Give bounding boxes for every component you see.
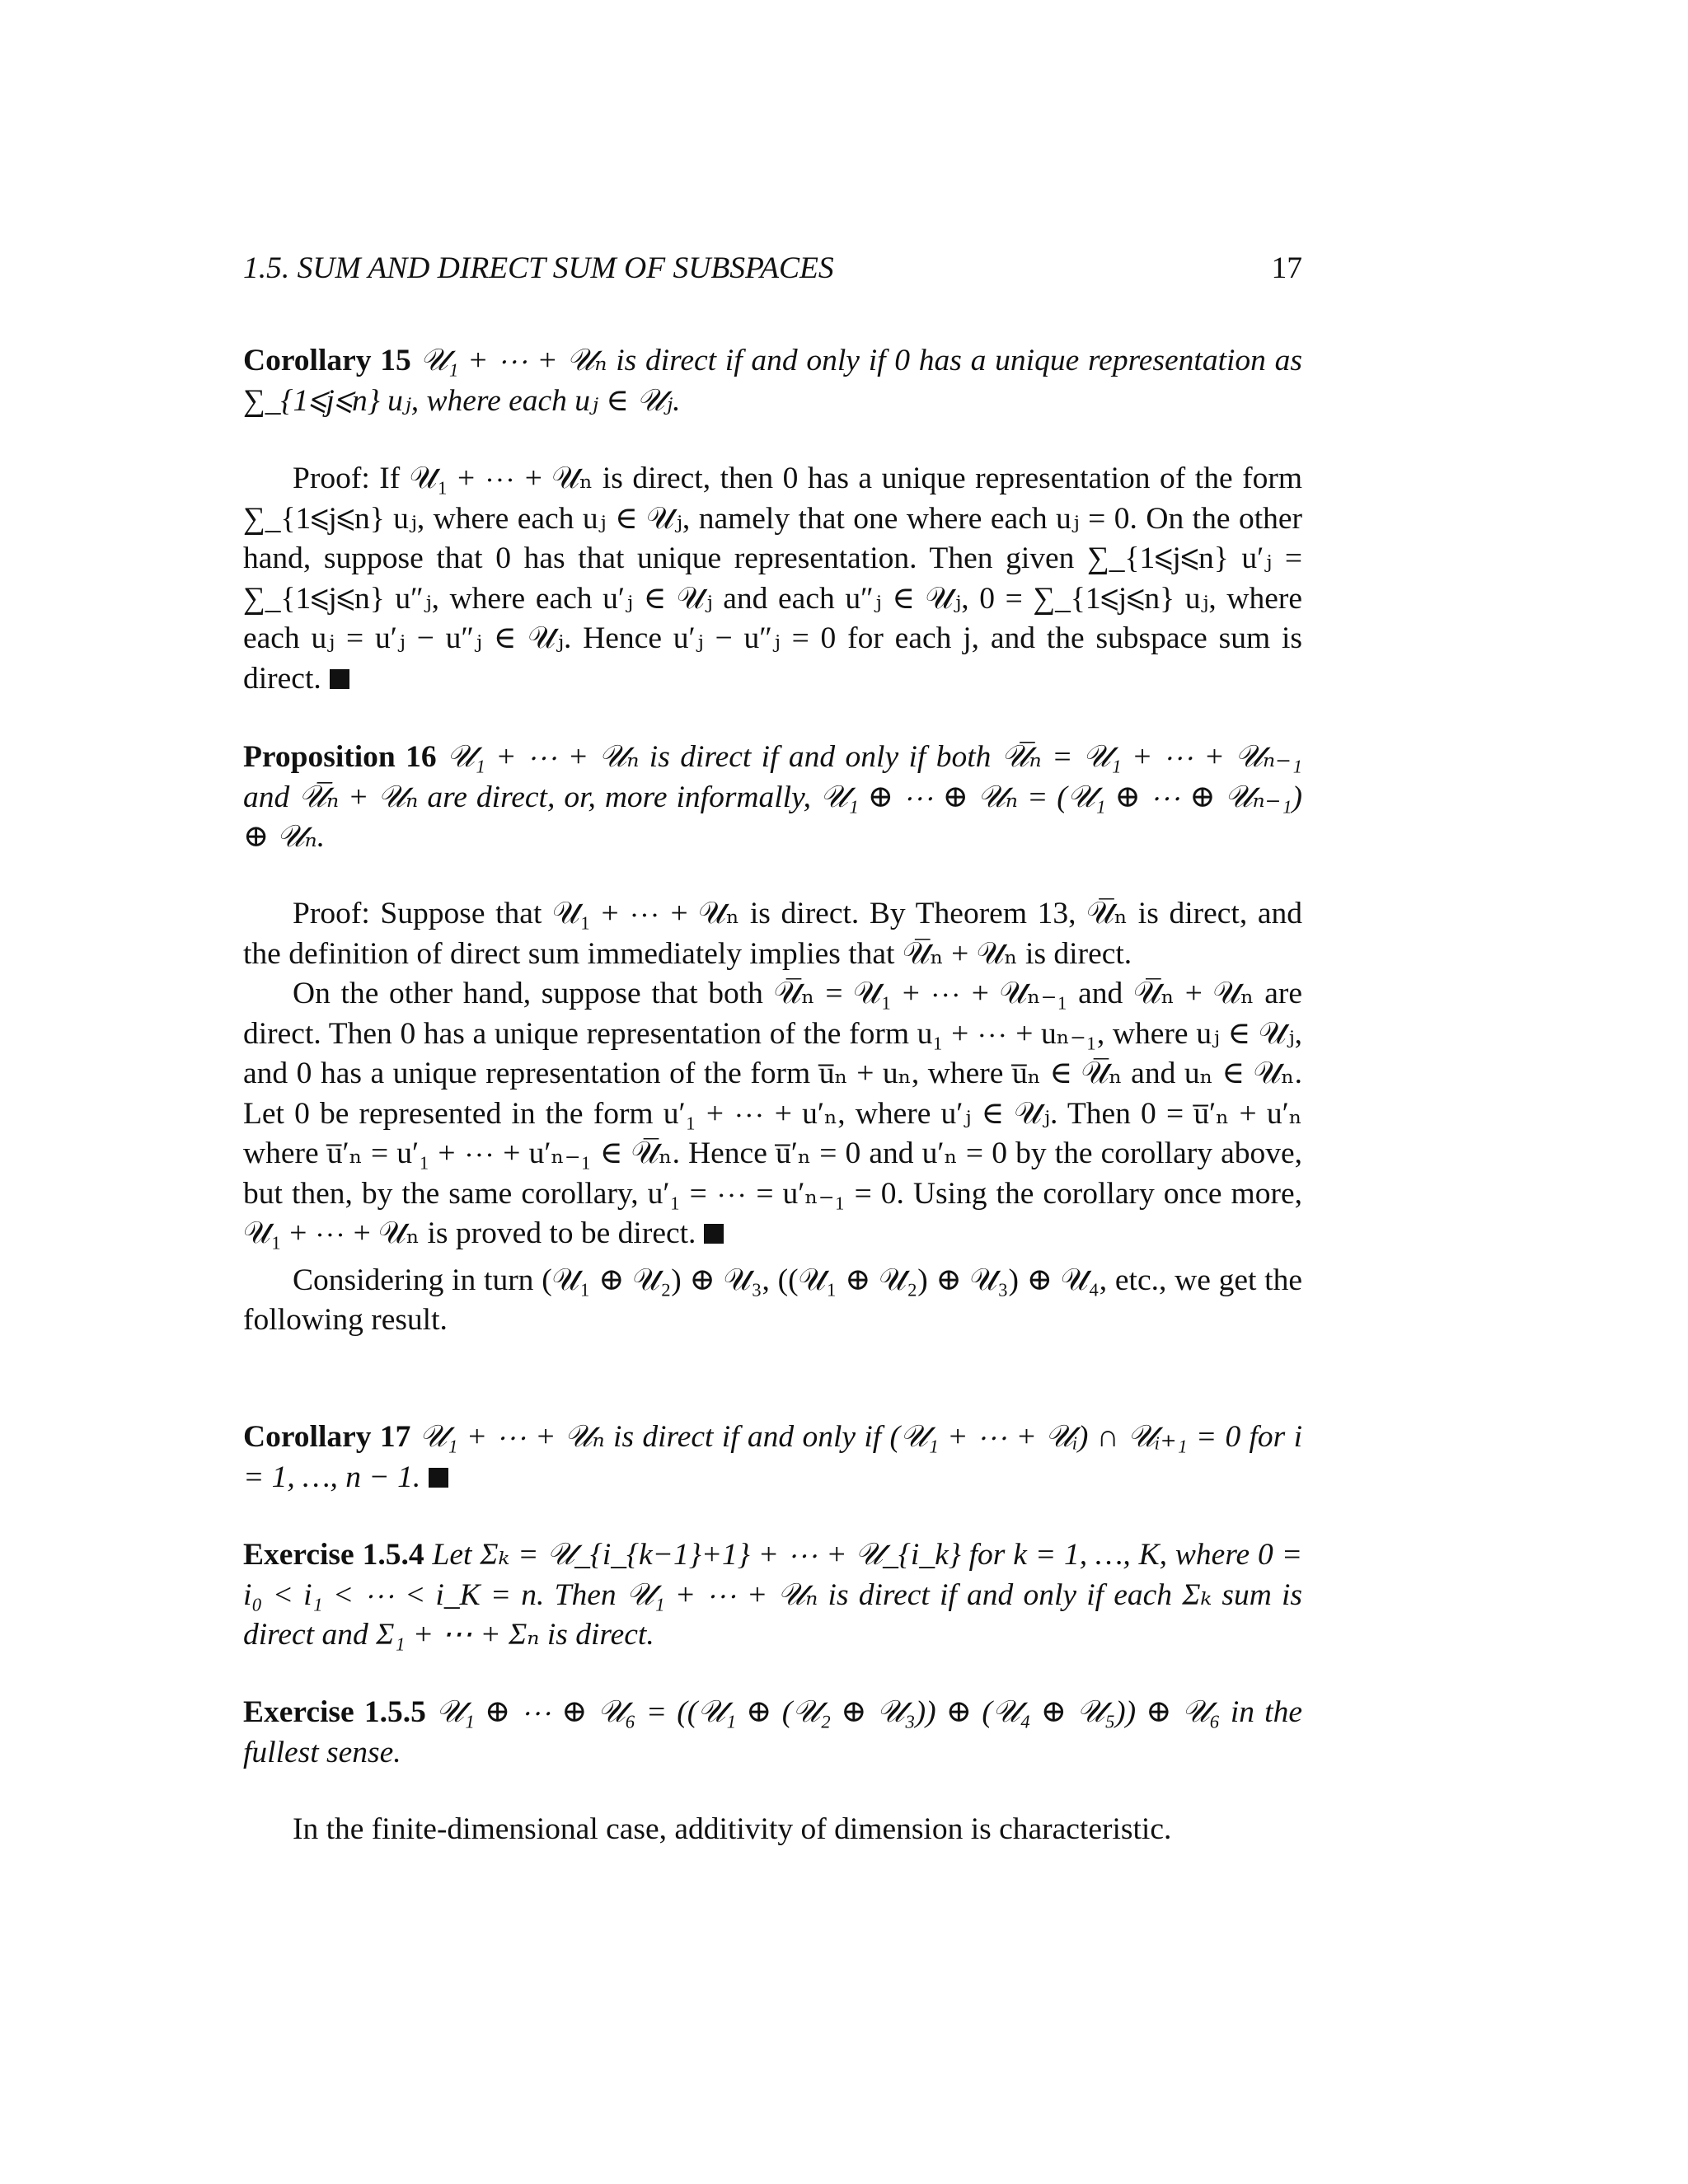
proof-15 (243, 459, 1302, 699)
exercise-1-5-4-statement: Let Σₖ = 𝒰_{i_{k−1}+1} + ⋯ + 𝒰_{i_k} for k = 1, …, K, where 0 = i₀ < i₁ < ⋯ < i_K = n. Then 𝒰₁ + ⋯ + 𝒰ₙ is direct if and only if each Σₖ sum is direct and Σ₁ + ⋯ + Σₙ is direct. (243, 1538, 1303, 1652)
exercise-1-5-4 (243, 1535, 1302, 1656)
section-title: 1.5. SUM AND DIRECT SUM OF SUBSPACES (243, 251, 834, 285)
exercise-1-5-5-statement: 𝒰₁ ⊕ ⋯ ⊕ 𝒰₆ = ((𝒰₁ ⊕ (𝒰₂ ⊕ 𝒰₃)) ⊕ (𝒰₄ ⊕ 𝒰₅)) ⊕ 𝒰₆ in the fullest sense. (243, 1695, 1302, 1769)
exercise-1-5-5-label: Exercise 1.5.5 (243, 1695, 426, 1729)
running-header (243, 251, 1302, 286)
proof-16-paragraph: Proof: Suppose that 𝒰₁ + ⋯ + 𝒰ₙ is direct. By Theorem 13, 𝒰̅ₙ is direct, and the definition of direct sum immediately implies that 𝒰̅ₙ + 𝒰ₙ is direct. (243, 897, 1302, 971)
qed-square-icon (330, 669, 349, 689)
proposition-16-label: Proposition 16 (243, 740, 437, 774)
page-number: 17 (1271, 251, 1302, 285)
proof-16-paragraph: Considering in turn (𝒰₁ ⊕ 𝒰₂) ⊕ 𝒰₃, ((𝒰₁ ⊕ 𝒰₂) ⊕ 𝒰₃) ⊕ 𝒰₄, etc., we get the following result. (243, 1263, 1302, 1337)
closing-paragraph: In the finite-dimensional case, additivity of dimension is characteristic. (293, 1812, 1172, 1846)
corollary-17 (243, 1418, 1302, 1497)
proposition-16-statement: 𝒰₁ + ⋯ + 𝒰ₙ is direct if and only if both 𝒰̅ₙ = 𝒰₁ + ⋯ + 𝒰ₙ₋₁ and 𝒰̅ₙ + 𝒰ₙ are direct, or, more informally, 𝒰₁ ⊕ ⋯ ⊕ 𝒰ₙ = (𝒰₁ ⊕ ⋯ ⊕ 𝒰ₙ₋₁) ⊕ 𝒰ₙ. (243, 740, 1302, 854)
exercise-1-5-5 (243, 1693, 1302, 1773)
corollary-15 (243, 341, 1302, 421)
qed-square-icon (704, 1224, 724, 1244)
corollary-17-label: Corollary 17 (243, 1420, 411, 1454)
proof-15-text: Proof: If 𝒰₁ + ⋯ + 𝒰ₙ is direct, then 0 has a unique representation of the form ∑_{1⩽j⩽n} uⱼ, where each uⱼ ∈ 𝒰ⱼ, namely that one where each uⱼ = 0. On the other hand, suppose that 0 has that unique representation. Then given ∑_{1⩽j⩽n} u′ⱼ = ∑_{1⩽j⩽n} u″ⱼ, where each u′ⱼ ∈ 𝒰ⱼ and each u″ⱼ ∈ 𝒰ⱼ, 0 = ∑_{1⩽j⩽n} uⱼ, where each uⱼ = u′ⱼ − u″ⱼ ∈ 𝒰ⱼ. Hence u′ⱼ − u″ⱼ = 0 for each j, and the subspace sum is direct. (243, 462, 1302, 696)
exercise-1-5-4-label: Exercise 1.5.4 (243, 1538, 424, 1572)
proof-16 (243, 894, 1302, 1341)
proof-16-paragraph (243, 974, 1302, 1254)
proposition-16 (243, 738, 1302, 858)
corollary-15-statement: 𝒰₁ + ⋯ + 𝒰ₙ is direct if and only if 0 has a unique representation as ∑_{1⩽j⩽n} uⱼ, where each uⱼ ∈ 𝒰ⱼ. (243, 344, 1303, 418)
qed-square-icon (429, 1468, 448, 1488)
corollary-17-statement: 𝒰₁ + ⋯ + 𝒰ₙ is direct if and only if (𝒰₁ + ⋯ + 𝒰ᵢ) ∩ 𝒰ᵢ₊₁ = 0 for i = 1, …, n − 1. (243, 1420, 1302, 1494)
corollary-15-label: Corollary 15 (243, 344, 411, 377)
proof-16-text: On the other hand, suppose that both 𝒰̅ₙ = 𝒰₁ + ⋯ + 𝒰ₙ₋₁ and 𝒰̅ₙ + 𝒰ₙ are direct. Then 0 has a unique representation of the form u₁ + ⋯ + uₙ₋₁, where uⱼ ∈ 𝒰ⱼ, and 0 has a unique representation of the form u̅ₙ + uₙ, where u̅ₙ ∈ 𝒰̅ₙ and uₙ ∈ 𝒰ₙ. Let 0 be represented in the form u′₁ + ⋯ + u′ₙ, where u′ⱼ ∈ 𝒰ⱼ. Then 0 = u̅′ₙ + u′ₙ where u̅′ₙ = u′₁ + ⋯ + u′ₙ₋₁ ∈ 𝒰̅ₙ. Hence u̅′ₙ = 0 and u′ₙ = 0 by the corollary above, but then, by the same corollary, u′₁ = ⋯ = u′ₙ₋₁ = 0. Using the corollary once more, 𝒰₁ + ⋯ + 𝒰ₙ is proved to be direct. (243, 977, 1302, 1250)
